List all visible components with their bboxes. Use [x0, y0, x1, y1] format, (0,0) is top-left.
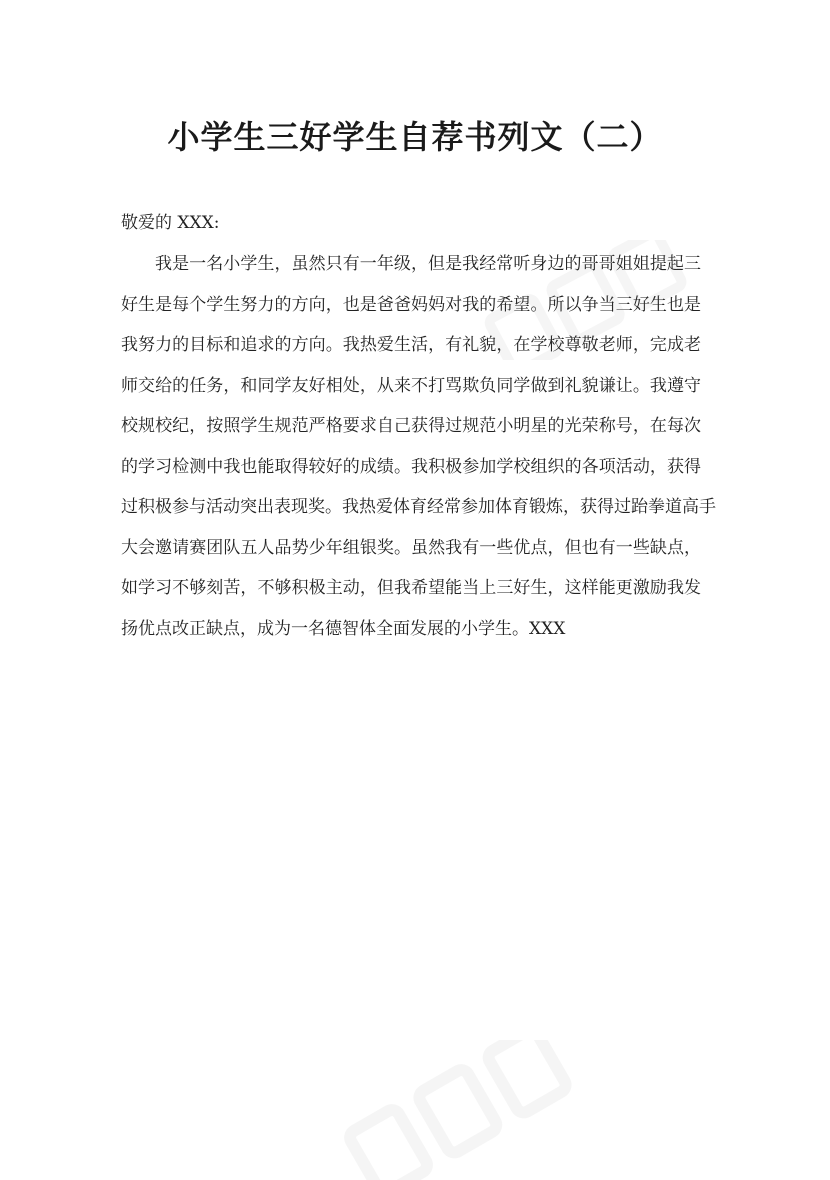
body-line: 的学习检测中我也能取得较好的成绩。我积极参加学校组织的各项活动，获得: [121, 456, 701, 477]
body-line: 扬优点改正缺点，成为一名德智体全面发展的小学生。XXX: [121, 618, 566, 639]
body-paragraph: [121, 250, 716, 655]
body-line: 好生是每个学生努力的方向，也是爸爸妈妈对我的希望。所以争当三好生也是: [121, 294, 701, 315]
salutation: 敬爱的 XXX:: [121, 213, 220, 233]
watermark-graphic: [330, 1040, 590, 1180]
body-line: 我是一名小学生，虽然只有一年级，但是我经常听身边的哥哥姐姐提起三: [155, 254, 701, 274]
page-title: 小学生三好学生自荐书列文（二）: [167, 118, 663, 156]
body-line: 师交给的任务，和同学友好相处，从来不打骂欺负同学做到礼貌谦让。我遵守: [121, 375, 701, 396]
body-line: 如学习不够刻苦，不够积极主动，但我希望能当上三好生，这样能更激励我发: [121, 578, 701, 598]
body-line: 我努力的目标和追求的方向。我热爱生活，有礼貌，在学校尊敬老师，完成老: [121, 335, 701, 355]
body-line: 校规校纪，按照学生规范严格要求自己获得过规范小明星的光荣称号，在每次: [121, 416, 701, 436]
body-line: 大会邀请赛团队五人品势少年组银奖。虽然我有一些优点，但也有一些缺点，: [121, 537, 701, 558]
body-line: 过积极参与活动突出表现奖。我热爱体育经常参加体育锻炼，获得过跆拳道高手: [121, 497, 716, 517]
